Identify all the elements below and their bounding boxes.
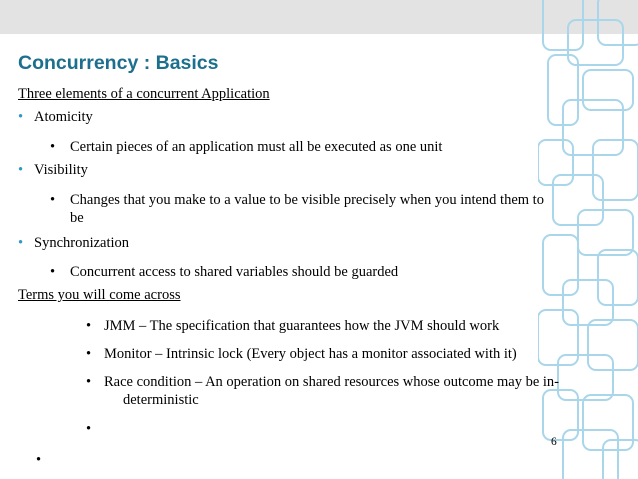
page-number: 6 xyxy=(551,436,557,448)
sub-bullet-atomicity-text: Certain pieces of an application must all be executed as one unit xyxy=(70,139,443,155)
section-heading-elements: Three elements of a concurrent Application xyxy=(18,86,270,102)
bullet-dot: • xyxy=(18,109,24,125)
sub-bullet-synchronization xyxy=(50,264,398,281)
empty-bullet xyxy=(86,421,104,438)
bullet-dot: • xyxy=(86,421,92,437)
decorative-pattern xyxy=(538,0,638,479)
bullet-dot: • xyxy=(18,235,24,251)
sub-bullet-visibility-continuation: be xyxy=(70,210,84,226)
bullet-dot: • xyxy=(36,452,42,468)
term-jmm-text: JMM – The specification that guarantees how the JVM should work xyxy=(104,318,500,334)
bullet-synchronization xyxy=(18,235,129,252)
term-monitor xyxy=(86,346,517,363)
bullet-dot: • xyxy=(86,374,92,390)
bullet-dot: • xyxy=(86,318,92,334)
sub-bullet-visibility-text: Changes that you make to a value to be visible precisely when you intend them to xyxy=(70,192,544,208)
sub-bullet-synchronization-text: Concurrent access to shared variables should be guarded xyxy=(70,264,399,280)
term-race-condition-continuation: deterministic xyxy=(123,392,199,408)
bullet-atomicity xyxy=(18,109,93,126)
term-race-condition-text: Race condition – An operation on shared resources whose outcome may be in- xyxy=(104,374,560,390)
empty-bullet-bottom xyxy=(36,452,52,469)
bullet-dot: • xyxy=(50,139,56,155)
bullet-dot: • xyxy=(18,162,24,178)
bullet-visibility-label: Visibility xyxy=(34,162,88,178)
bullet-dot: • xyxy=(50,192,56,208)
term-jmm xyxy=(86,318,499,335)
slide-title: Concurrency : Basics xyxy=(18,52,219,74)
bullet-atomicity-label: Atomicity xyxy=(34,109,93,125)
term-monitor-text: Monitor – Intrinsic lock (Every object has a monitor associated with it) xyxy=(104,346,517,362)
section-heading-terms: Terms you will come across xyxy=(18,287,181,303)
bullet-dot: • xyxy=(50,264,56,280)
bullet-dot: • xyxy=(86,346,92,362)
bullet-synchronization-label: Synchronization xyxy=(34,235,130,251)
sub-bullet-atomicity xyxy=(50,139,442,156)
bullet-visibility xyxy=(18,162,88,179)
sub-bullet-visibility xyxy=(50,192,544,209)
term-race-condition xyxy=(86,374,559,391)
